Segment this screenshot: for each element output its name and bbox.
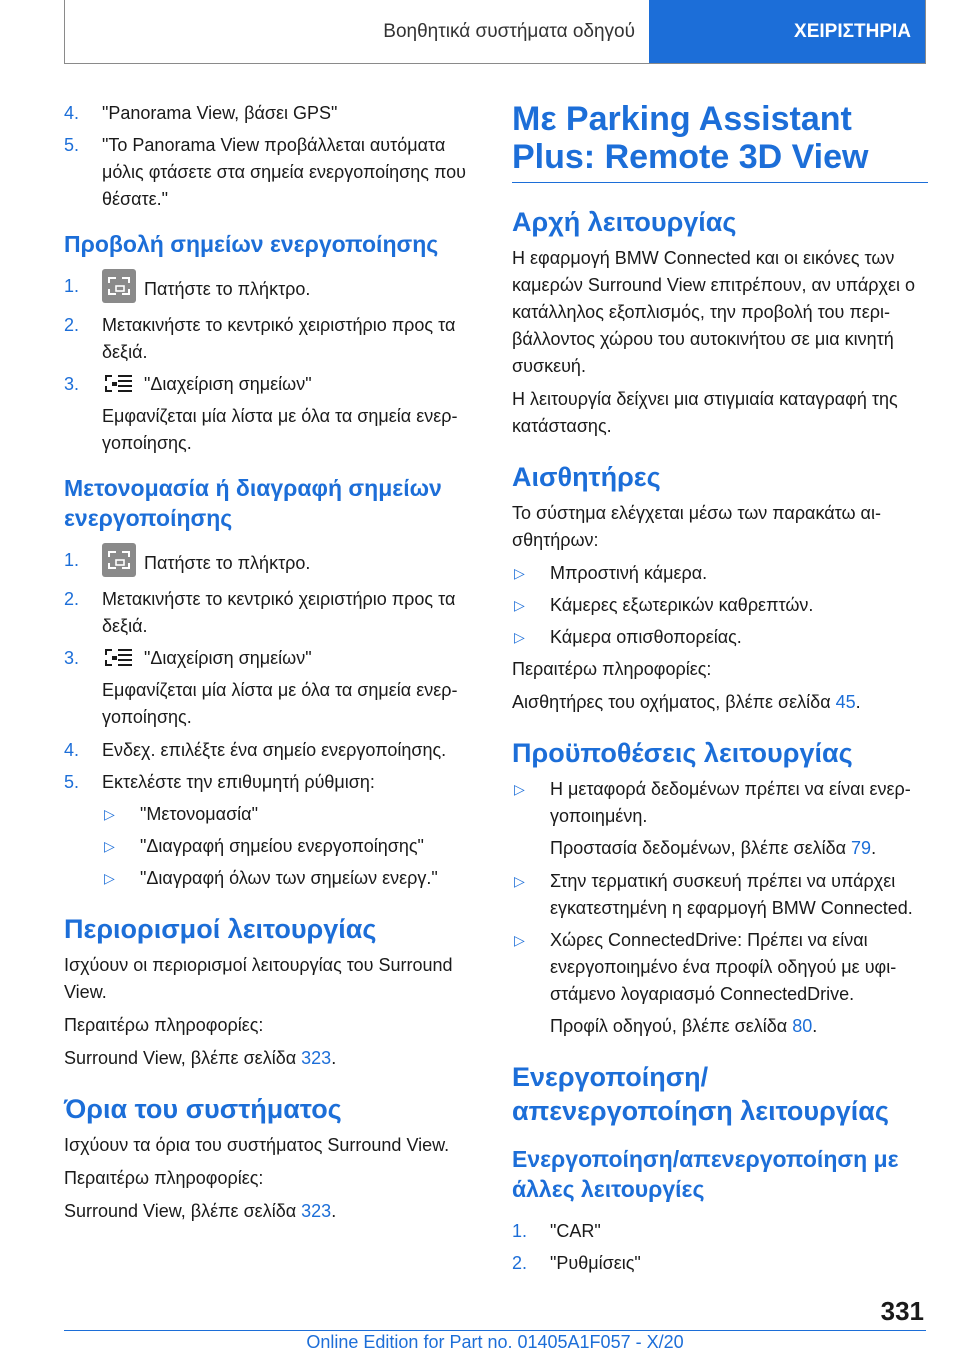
bullet-item: ▷ "Διαγραφή σημείου ενεργοποίησης"	[102, 833, 479, 860]
page-link[interactable]: 45	[835, 692, 856, 712]
footer-edition: Online Edition for Part no. 01405A1F057 - X/20	[306, 1332, 684, 1352]
triangle-bullet-icon: ▷	[514, 597, 525, 613]
bullet-item: ▷ Κάμερα οπισθοπορείας.	[512, 624, 928, 651]
left-column: 4. "Panorama View, βάσει GPS" 5. "Το Panorama View προβάλλεται αυτόματα μόλις φτάσετε στα σημεία ενεργοποίησης που θέσατε." Προβολή σημείων ενεργοποίησης 1. Πατήστε το πλήκτρο. 2. Μετακινήστε το κεντρικό χειριστήριο προς τα δεξιά. 3. "Διαχείριση σημείων" Εμφανίζεται μία λίστα με όλα τα σημεία ενεργοποίησης. Μετονομασία ή διαγραφή σημείων ενεργοποίησης 1. Πατήστε το πλήκτρο. 2. Μετακινήστε το κεντρικό χειριστήριο προς τα δεξιά. 3. "Διαχείριση σημείων" Εμφανίζεται μία λίστα με όλα τα σημεία ενεργοποίησης. 4. Ενδεχ. επιλέξτε ένα σημείο ενεργοποίησης. 5. Εκτελέστε την επιθυμητή ρύθμιση: ▷ "Μετονομασία" ▷ "Διαγραφή σημείου ενεργοποίησης" ▷ "Διαγραφή όλων των σημείων ενεργ." Περιορισμοί λειτουργίας Ισχύουν οι περιορισμοί λειτουργίας του Surround View. Περαιτέρω πληροφορίες: Surround View, βλέπε σελίδα 323. Όρια του συστήματος Ισχύουν τα όρια του συστήματος Surround View. Περαιτέρω πληροφορίες: Surround View, βλέπε σελίδα 323.	[64, 100, 479, 1231]
list-item: 2. "Ρυθμίσεις"	[512, 1253, 641, 1273]
heading-system-limits: Όρια του συστήματος	[64, 1094, 342, 1124]
list-item: 4. "Panorama View, βάσει GPS"	[64, 103, 338, 123]
chapter-tab[interactable]	[649, 0, 925, 63]
list-item: 1. "CAR"	[512, 1221, 601, 1241]
heading-activation-other: Ενεργοποίηση/απενεργοποίηση με άλλες λειτουργίες	[512, 1146, 899, 1202]
footer-divider	[64, 1330, 926, 1331]
bullet-item: ▷ "Διαγραφή όλων των σημείων ενεργ."	[102, 865, 479, 892]
list-item: 2. Μετακινήστε το κεντρικό χειριστήριο προς τα δεξιά.	[64, 315, 456, 362]
list-item: 5. "Το Panorama View προβάλλεται αυτόματα μόλις φτάσετε στα σημεία ενεργοποίησης που θέσατε."	[64, 135, 466, 209]
bullet-item: ▷ Μπροστινή κάμερα.	[512, 560, 928, 587]
heading-show-points: Προβολή σημείων ενεργοποίησης	[64, 231, 439, 257]
triangle-bullet-icon: ▷	[104, 838, 115, 854]
page-link[interactable]: 323	[301, 1201, 332, 1221]
manage-points-icon	[102, 645, 136, 669]
camera-view-icon	[102, 543, 136, 577]
section-title: Βοηθητικά συστήματα οδηγού	[65, 0, 650, 63]
heading-activation: Ενεργοποίηση/απενεργοποίηση λειτουργίας	[512, 1062, 889, 1126]
heading-prerequisites: Προϋποθέσεις λειτουργίας	[512, 738, 853, 768]
triangle-bullet-icon: ▷	[514, 629, 525, 645]
note-text: Εμφανίζεται μία λίστα με όλα τα σημεία ενεργοποίησης.	[102, 406, 458, 453]
note-text: Εμφανίζεται μία λίστα με όλα τα σημεία ενεργοποίησης.	[102, 680, 458, 727]
list-item: 4. Ενδεχ. επιλέξτε ένα σημείο ενεργοποίησης.	[64, 740, 447, 760]
bullet-item: ▷ Κάμερες εξωτερικών καθρεπτών.	[512, 592, 928, 619]
triangle-bullet-icon: ▷	[104, 806, 115, 822]
camera-view-icon	[102, 269, 136, 303]
triangle-bullet-icon: ▷	[514, 932, 525, 948]
chapter-label: ΧΕΙΡΙΣΤΗΡΙΑ	[794, 20, 911, 42]
heading-limits: Περιορισμοί λειτουργίας	[64, 914, 377, 944]
page-number: 331	[880, 1296, 924, 1326]
list-item: 3. "Διαχείριση σημείων"	[64, 371, 479, 398]
page-link[interactable]: 79	[851, 838, 872, 858]
manage-points-icon	[102, 371, 136, 395]
page-header	[64, 0, 926, 64]
triangle-bullet-icon: ▷	[514, 781, 525, 797]
list-item: 1. Πατήστε το πλήκτρο.	[64, 273, 479, 307]
heading-principle: Αρχή λειτουργίας	[512, 207, 737, 237]
bullet-item: ▷ Στην τερματική συσκευή πρέπει να υπάρχει εγκατεστημένη η εφαρμογή BMW Connected.	[512, 868, 928, 922]
triangle-bullet-icon: ▷	[514, 873, 525, 889]
list-item: 5. Εκτελέστε την επιθυμητή ρύθμιση:	[64, 772, 375, 792]
page-link[interactable]: 323	[301, 1048, 332, 1068]
triangle-bullet-icon: ▷	[514, 565, 525, 581]
bullet-item: ▷ Χώρες ConnectedDrive: Πρέπει να είναι ενεργοποιημένο ένα προφίλ οδηγού με υφιστάμενο λογαριασμό ConnectedDrive.	[512, 927, 928, 1008]
list-item: 2. Μετακινήστε το κεντρικό χειριστήριο προς τα δεξιά.	[64, 589, 456, 636]
bullet-item: ▷ Η μεταφορά δεδομένων πρέπει να είναι ενεργοποιημένη.	[512, 776, 928, 830]
section-main-title: Με Parking Assistant Plus: Remote 3D View	[512, 100, 928, 183]
bullet-item: ▷ "Μετονομασία"	[102, 801, 479, 828]
list-item: 3. "Διαχείριση σημείων"	[64, 645, 479, 672]
list-item: 1. Πατήστε το πλήκτρο.	[64, 547, 479, 581]
right-column: Με Parking Assistant Plus: Remote 3D View Αρχή λειτουργίας Η εφαρμογή BMW Connected και οι εικόνες των καμερών Surround View επιτρέπουν, αν υπάρχει ο κατάλληλος εξοπλισμός, την προβολή του περιβάλλοντος χώρου του αυτοκινήτου σε μια κινητή συσκευή. Η λειτουργία δείχνει μια στιγμιαία καταγραφή της κατάστασης. Αισθητήρες Το σύστημα ελέγχεται μέσω των παρακάτω αισθητήρων: ▷ Μπροστινή κάμερα. ▷ Κάμερες εξωτερικών καθρεπτών. ▷ Κάμερα οπισθοπορείας. Περαιτέρω πληροφορίες: Αισθητήρες του οχήματος, βλέπε σελίδα 45. Προϋποθέσεις λειτουργίας ▷ Η μεταφορά δεδομένων πρέπει να είναι ενεργοποιημένη. Προστασία δεδομένων, βλέπε σελίδα 79. ▷ Στην τερματική συσκευή πρέπει να υπάρχει εγκατεστημένη η εφαρμογή BMW Connected. ▷ Χώρες ConnectedDrive: Πρέπει να είναι ενεργοποιημένο ένα προφίλ οδηγού με υφιστάμενο λογαριασμό ConnectedDrive. Προφίλ οδηγού, βλέπε σελίδα 80. Ενεργοποίηση/απενεργοποίηση λειτουργίας Ενεργοποίηση/απενεργοποίηση με άλλες λειτουργίες 1. "CAR" 2. "Ρυθμίσεις"	[512, 100, 928, 1282]
triangle-bullet-icon: ▷	[104, 870, 115, 886]
heading-sensors: Αισθητήρες	[512, 462, 661, 492]
heading-rename-delete: Μετονομασία ή διαγραφή σημείων ενεργοποίησης	[64, 475, 442, 531]
page-link[interactable]: 80	[792, 1016, 813, 1036]
